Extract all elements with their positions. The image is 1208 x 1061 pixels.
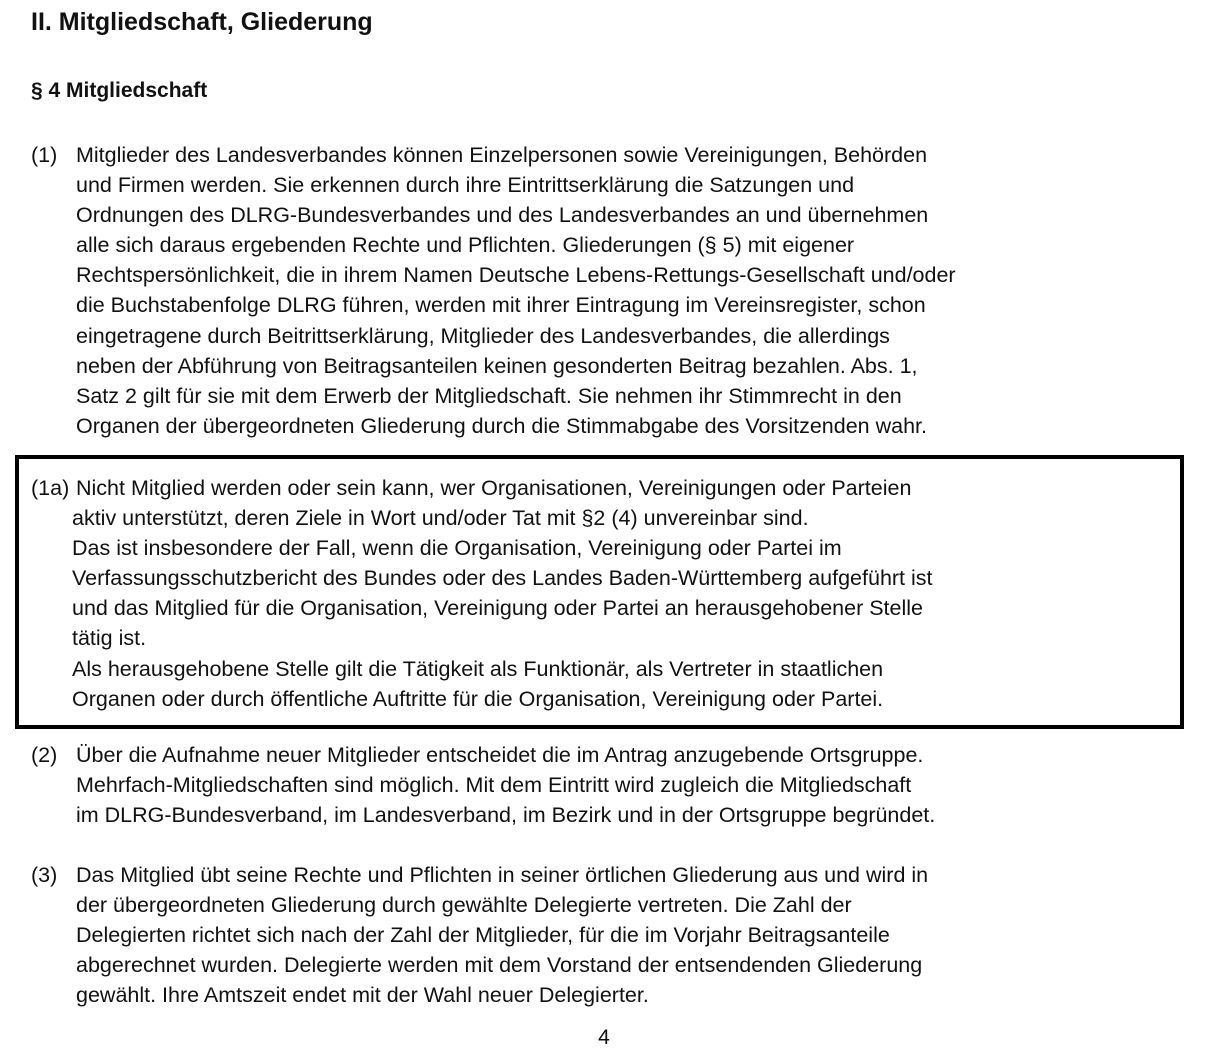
paragraph-body [76,860,928,1010]
paragraph-line: Delegierten richtet sich nach der Zahl der Mitglieder, für die im Vorjahr Beitragsanteile [76,923,890,948]
paragraph-line: Satz 2 gilt für sie mit dem Erwerb der Mitgliedschaft. Sie nehmen ihr Stimmrecht in den [76,383,902,408]
paragraph-line: Über die Aufnahme neuer Mitglieder entscheidet die im Antrag anzugebende Ortsgruppe. [76,743,924,767]
paragraph-line: Mehrfach-Mitgliedschaften sind möglich. Mit dem Eintritt wird zugleich die Mitgliedschaft [76,773,912,798]
paragraph-line: abgerechnet wurden. Delegierte werden mit dem Vorstand der entsendenden Gliederung [76,953,923,978]
paragraph-line: Das ist insbesondere der Fall, wenn die Organisation, Vereinigung oder Partei im [72,536,842,561]
paragraph-number: (1a) [31,476,70,500]
paragraph-line: neben der Abführung von Beitragsanteilen keinen gesonderten Beitrag bezahlen. Abs. 1, [76,353,918,378]
paragraph-line: Organen oder durch öffentliche Auftritte für die Organisation, Vereinigung oder Partei. [72,686,884,711]
paragraph-line: Nicht Mitglied werden oder sein kann, wer Organisationen, Vereinigungen oder Parteien [76,476,912,500]
paragraph-line: Rechtspersönlichkeit, die in ihrem Namen Deutsche Lebens-Rettungs-Gesellschaft und/oder [76,263,956,288]
paragraph-line: Als herausgehobene Stelle gilt die Tätigkeit als Funktionär, als Vertreter in staatlichen [72,656,884,681]
paragraph-line: Mitglieder des Landesverbandes können Einzelpersonen sowie Vereinigungen, Behörden [76,143,928,167]
paragraph-line: aktiv unterstützt, deren Ziele in Wort und/oder Tat mit §2 (4) unvereinbar sind. [72,506,809,531]
paragraph-line: gewählt. Ihre Amtszeit endet mit der Wahl neuer Delegierter. [76,983,649,1008]
paragraph-number: (2) [31,743,58,767]
paragraph-line: alle sich daraus ergebenden Rechte und Pflichten. Gliederungen (§ 5) mit eigener [76,233,855,258]
paragraph-line: Das Mitglied übt seine Rechte und Pflichten in seiner örtlichen Gliederung aus und wird in [76,863,929,887]
paragraph-line: der übergeordneten Gliederung durch gewählte Delegierte vertreten. Die Zahl der [76,893,852,918]
paragraph-line: und Firmen werden. Sie erkennen durch ihre Eintrittserklärung die Satzungen und [76,173,855,198]
paragraph-line: und das Mitglied für die Organisation, Vereinigung oder Partei an herausgehobener Stelle [72,596,924,621]
paragraph-line: Organen der übergeordneten Gliederung durch die Stimmabgabe des Vorsitzenden wahr. [76,413,927,438]
paragraph-body [76,140,956,441]
paragraph-line: die Buchstabenfolge DLRG führen, werden mit ihrer Eintragung im Vereinsregister, schon [76,293,926,318]
paragraph-line: eingetragene durch Beitrittserklärung, Mitglieder des Landesverbandes, die allerdings [76,323,890,348]
section-title: § 4 Mitgliedschaft [31,79,208,102]
paragraph-line: Ordnungen des DLRG-Bundesverbandes und des Landesverbandes an und übernehmen [76,203,929,228]
paragraph-number: (1) [31,143,58,167]
chapter-title: II. Mitgliedschaft, Gliederung [31,8,373,36]
paragraph-body [76,740,935,830]
paragraph-body [72,503,933,714]
paragraph-line: tätig ist. [72,626,147,651]
page-number: 4 [598,1026,610,1049]
paragraph-1a-box [15,455,1184,729]
paragraph-line: im DLRG-Bundesverband, im Landesverband, im Bezirk und in der Ortsgruppe begründet. [76,803,936,828]
paragraph-number: (3) [31,863,58,887]
paragraph-line: Verfassungsschutzbericht des Bundes oder des Landes Baden-Württemberg aufgeführt ist [72,566,933,591]
